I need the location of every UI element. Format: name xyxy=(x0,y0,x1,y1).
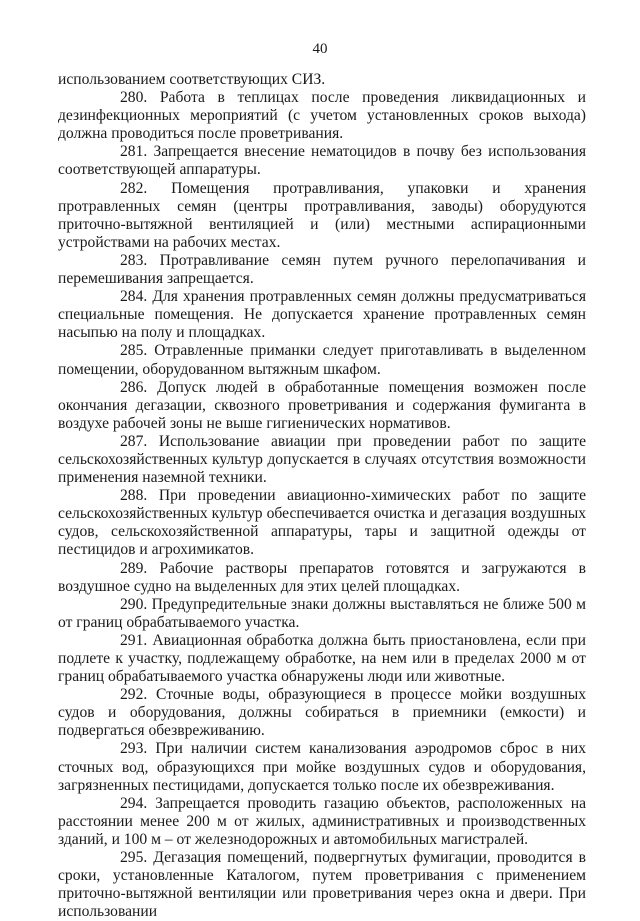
paragraph-290: 290. Предупредительные знаки должны выставляться не ближе 500 м от границ обрабатываемого участка. xyxy=(58,595,586,631)
paragraph-292: 292. Сточные воды, образующиеся в процессе мойки воздушных судов и оборудования, должны собираться в приемники (емкости) и подвергаться обезвреживанию. xyxy=(58,686,586,740)
paragraph-282: 282. Помещения протравливания, упаковки и хранения протравленных семян (центры протравливания, заводы) оборудуются приточно-вытяжной вентиляцией и (или) местными аспирационными устройствами на рабочих местах. xyxy=(58,179,586,251)
paragraph-284: 284. Для хранения протравленных семян должны предусматриваться специальные помещения. Не допускается хранение протравленных семян насыпью на полу и площадках. xyxy=(58,288,586,342)
paragraph-286: 286. Допуск людей в обработанные помещения возможен после окончания дегазации, сквозного проветривания и содержания фумиганта в воздухе рабочей зоны не выше гигиенических нормативов. xyxy=(58,378,586,432)
page-number: 40 xyxy=(312,41,328,57)
paragraph-295: 295. Дегазация помещений, подвергнутых фумигации, проводится в сроки, установленные Каталогом, путем проветривания с применением приточно-вытяжной вентиляции или проветривания через окна и двери. При использовании xyxy=(58,849,586,921)
paragraph-287: 287. Использование авиации при проведении работ по защите сельскохозяйственных культур допускается в случаях отсутствия возможности применения наземной техники. xyxy=(58,432,586,487)
paragraph-294: 294. Запрещается проводить газацию объектов, расположенных на расстоянии менее 200 м от жилых, административных и производственных зданий, и 100 м – от железнодорожных и автомобильных магистралей. xyxy=(58,794,586,848)
paragraph-285: 285. Отравленные приманки следует приготавливать в выделенном помещении, оборудованном вытяжным шкафом. xyxy=(58,342,586,378)
paragraph-280: 280. Работа в теплицах после проведения ликвидационных и дезинфекционных мероприятий (с учетом установленных сроков выхода) должна проводиться после проветривания. xyxy=(58,89,586,143)
paragraph-283: 283. Протравливание семян путем ручного перелопачивания и перемешивания запрещается. xyxy=(58,251,586,288)
paragraph-293: 293. При наличии систем канализования аэродромов сброс в них сточных вод, образующихся при мойке воздушных судов и оборудования, загрязненных пестицидами, допускается только после их обезвреживания. xyxy=(58,740,586,794)
document-body xyxy=(58,71,586,921)
paragraph-289: 289. Рабочие растворы препаратов готовятся и загружаются в воздушное судно на выделенных для этих целей площадках. xyxy=(58,559,586,595)
paragraph-281: 281. Запрещается внесение нематоцидов в почву без использования соответствующей аппаратуры. xyxy=(58,143,586,179)
paragraph-continuation: использованием соответствующих СИЗ. xyxy=(58,71,326,88)
paragraph-291: 291. Авиационная обработка должна быть приостановлена, если при подлете к участку, подлежащему обработке, на нем или в пределах 2000 м от границ обрабатываемого участка обнаружены люди или животные. xyxy=(58,631,586,686)
paragraph-288: 288. При проведении авиационно-химических работ по защите сельскохозяйственных культур обеспечивается очистка и дегазация воздушных судов, сельскохозяйственной аппаратуры, тары и защитной одежды от пестицидов и агрохимикатов. xyxy=(58,487,586,559)
